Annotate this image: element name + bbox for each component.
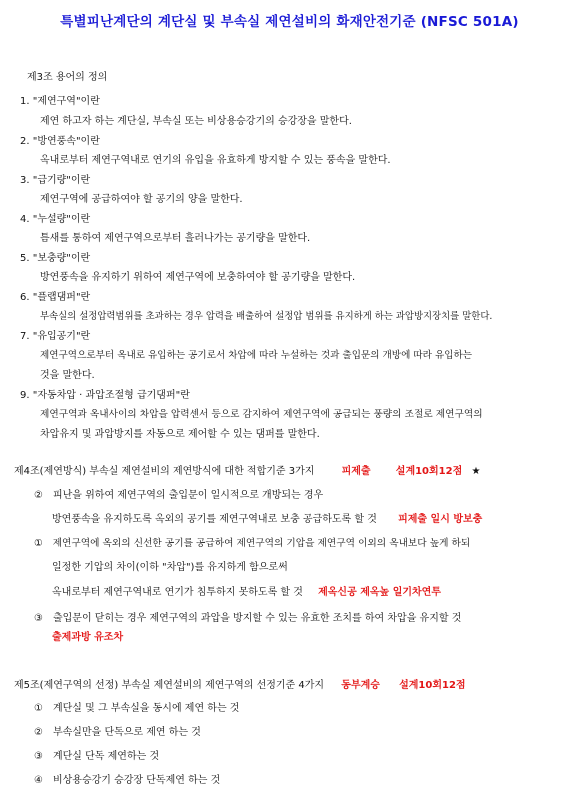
art4-item1-line2: 일정한 기압의 차이(이하 "차압")를 유지하게 함으로써 <box>52 562 288 573</box>
star-icon: ★ <box>471 466 481 477</box>
art4-item1-marker: ① <box>34 538 43 549</box>
art4-item1-line1 <box>34 537 470 550</box>
art5-exam-badge: 설계10회12점 <box>399 680 466 691</box>
def-3-label: 3. "급기량"이란 <box>20 175 91 186</box>
def-1-label: 1. "제연구역"이란 <box>20 96 100 107</box>
art4-heading: 제4조(제연방식) 부속실 제연설비의 제연방식에 대한 적합기준 3가지 <box>14 466 315 477</box>
art4-exam-badge: 설계10회12점 <box>395 466 463 477</box>
art5-item-3-text: 계단실 단독 제연하는 것 <box>52 751 160 762</box>
def-2-label: 2. "방연풍속"이란 <box>20 136 100 147</box>
art4-item1-line3: 옥내로부터 제연구역내로 연기가 침투하지 못하도록 할 것 <box>52 587 303 598</box>
def-4-label: 4. "누설량"이란 <box>20 214 91 225</box>
art4-item2-line1 <box>34 489 323 502</box>
art4-item2-marker: ② <box>34 490 43 501</box>
art5-item-4-marker: ④ <box>34 775 43 786</box>
art4-item3-memo: 출제과방 유조차 <box>52 632 124 643</box>
art5-item-4 <box>34 774 220 787</box>
def-4-desc: 틈새를 통하여 제연구역으로부터 흘러나가는 공기량을 말한다. <box>40 233 311 244</box>
art4-item3-line1 <box>34 612 461 625</box>
def-3-desc: 제연구역에 공급하여야 할 공기의 양을 말한다. <box>40 194 243 205</box>
def-9-label: 9. "자동차압 · 과압조절형 급기댐퍼"란 <box>20 390 190 401</box>
art5-item-4-text: 비상용승강기 승강장 단독제연 하는 것 <box>52 775 221 786</box>
art4-item2-memo: 피제출 일시 방보충 <box>398 514 483 525</box>
art5-item-2-marker: ② <box>34 727 43 738</box>
art4-item1-text: 제연구역에 옥외의 신선한 공기를 공급하여 제연구역의 기압을 제연구역 이외의 옥내보다 높게 하되 <box>52 538 471 549</box>
art5-item-2-text: 부속실만을 단독으로 제연 하는 것 <box>52 727 201 738</box>
art5-item-3 <box>34 750 159 763</box>
art4-item1-memo: 제옥신공 제옥높 일기차연투 <box>318 587 441 598</box>
art5-item-1-text: 계단실 및 그 부속실을 동시에 제연 하는 것 <box>52 703 240 714</box>
def-6-desc: 부속실의 설정압력범위를 초과하는 경우 압력을 배출하여 설정압 범위를 유지하게 하는 과압방지장치를 말한다. <box>40 311 493 322</box>
art4-item3-marker: ③ <box>34 613 43 624</box>
def-9-desc-1: 제연구역과 옥내사이의 차압을 압력센서 등으로 감지하여 제연구역에 공급되는 풍량의 조절로 제연구역의 <box>40 409 483 420</box>
def-7-label: 7. "유입공기"란 <box>20 331 91 342</box>
art3-heading: 제3조 용어의 정의 <box>27 72 108 83</box>
art4-item2-line2: 방연풍속을 유지하도록 옥외의 공기를 제연구역내로 보충 공급하도록 할 것 <box>52 514 377 525</box>
def-5-desc: 방연풍속을 유지하기 위하여 제연구역에 보충하여야 할 공기량을 말한다. <box>40 272 356 283</box>
art4-item2-line2-row <box>52 513 482 526</box>
art5-heading-row <box>14 679 466 692</box>
def-7-desc-2: 것을 말한다. <box>40 370 95 381</box>
def-1-desc: 제연 하고자 하는 계단실, 부속실 또는 비상용승강기의 승강장을 말한다. <box>40 116 352 127</box>
art4-memo: 피제출 <box>341 466 371 477</box>
art4-item3-text: 출입문이 닫히는 경우 제연구역의 과압을 방지할 수 있는 유효한 조치를 하여 차압을 유지할 것 <box>52 613 462 624</box>
art5-heading: 제5조(제연구역의 선정) 부속실 제연설비의 제연구역의 선정기준 4가지 <box>14 680 325 691</box>
def-5-label: 5. "보충량"이란 <box>20 253 91 264</box>
art5-item-1 <box>34 702 239 715</box>
art5-item-2 <box>34 726 201 739</box>
art5-item-3-marker: ③ <box>34 751 43 762</box>
art5-item-1-marker: ① <box>34 703 43 714</box>
def-2-desc: 옥내로부터 제연구역내로 연기의 유입을 유효하게 방지할 수 있는 풍속을 말한다. <box>40 155 391 166</box>
page-title: 특별피난계단의 계단실 및 부속실 제연설비의 화재안전기준 (NFSC 501A) <box>60 14 519 30</box>
art4-item1-line3-row <box>52 586 441 599</box>
art5-memo: 동부계승 <box>341 680 380 691</box>
def-6-label: 6. "플랩댐퍼"란 <box>20 292 91 303</box>
def-9-desc-2: 차압유지 및 과압방지를 자동으로 제어할 수 있는 댐퍼를 말한다. <box>40 429 320 440</box>
art4-heading-row <box>14 465 480 478</box>
art4-item2-text: 피난을 위하여 제연구역의 출입문이 일시적으로 개방되는 경우 <box>52 490 324 501</box>
def-7-desc-1: 제연구역으로부터 옥내로 유입하는 공기로서 차압에 따라 누설하는 것과 출입문의 개방에 따라 유입하는 <box>40 350 473 361</box>
